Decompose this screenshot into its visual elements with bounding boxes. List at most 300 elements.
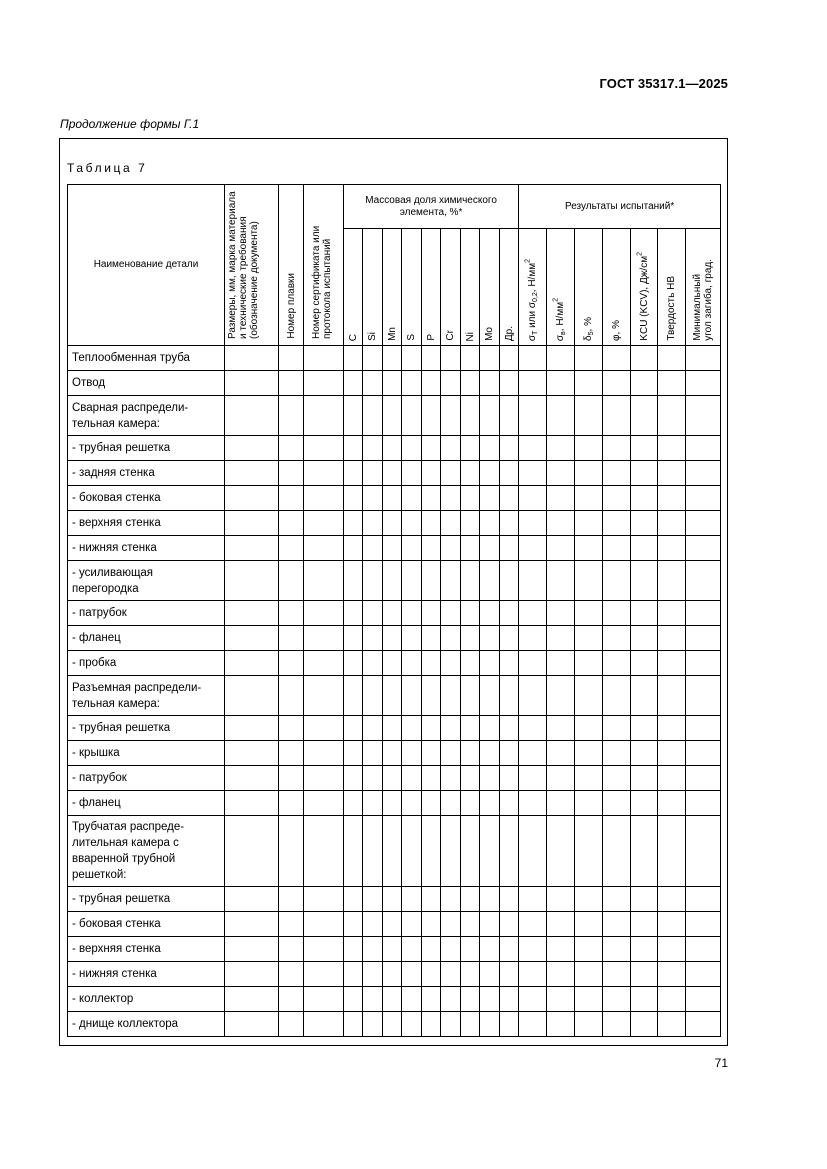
table-cell[interactable] — [519, 536, 547, 561]
table-cell[interactable] — [575, 741, 603, 766]
table-cell[interactable] — [383, 511, 402, 536]
table-cell[interactable] — [383, 816, 402, 887]
table-cell[interactable] — [344, 741, 363, 766]
table-cell[interactable] — [304, 962, 344, 987]
table-cell[interactable] — [500, 601, 519, 626]
table-cell[interactable] — [441, 987, 461, 1012]
table-cell[interactable] — [603, 651, 631, 676]
table-cell[interactable] — [658, 371, 686, 396]
table-cell[interactable] — [383, 937, 402, 962]
table-cell[interactable] — [363, 766, 383, 791]
table-cell[interactable] — [519, 791, 547, 816]
table-cell[interactable] — [631, 346, 658, 371]
table-cell[interactable] — [363, 937, 383, 962]
table-cell[interactable] — [441, 887, 461, 912]
table-cell[interactable] — [279, 651, 304, 676]
table-cell[interactable] — [279, 536, 304, 561]
table-cell[interactable] — [686, 396, 721, 436]
table-cell[interactable] — [461, 1012, 480, 1037]
table-cell[interactable] — [344, 676, 363, 716]
table-cell[interactable] — [461, 486, 480, 511]
table-cell[interactable] — [304, 371, 344, 396]
table-cell[interactable] — [631, 651, 658, 676]
table-cell[interactable] — [575, 436, 603, 461]
table-cell[interactable] — [575, 651, 603, 676]
table-cell[interactable] — [686, 816, 721, 887]
table-cell[interactable] — [363, 346, 383, 371]
table-cell[interactable] — [500, 962, 519, 987]
table-cell[interactable] — [461, 536, 480, 561]
table-cell[interactable] — [441, 962, 461, 987]
table-cell[interactable] — [422, 766, 441, 791]
table-cell[interactable] — [547, 1012, 575, 1037]
table-cell[interactable] — [686, 371, 721, 396]
table-cell[interactable] — [344, 511, 363, 536]
table-cell[interactable] — [383, 791, 402, 816]
table-cell[interactable] — [519, 601, 547, 626]
table-cell[interactable] — [304, 766, 344, 791]
table-cell[interactable] — [519, 511, 547, 536]
table-cell[interactable] — [547, 486, 575, 511]
table-cell[interactable] — [575, 987, 603, 1012]
table-cell[interactable] — [363, 626, 383, 651]
table-cell[interactable] — [658, 987, 686, 1012]
table-cell[interactable] — [363, 436, 383, 461]
table-cell[interactable] — [422, 511, 441, 536]
table-cell[interactable] — [631, 601, 658, 626]
table-cell[interactable] — [547, 962, 575, 987]
table-cell[interactable] — [461, 791, 480, 816]
table-cell[interactable] — [461, 651, 480, 676]
table-cell[interactable] — [686, 716, 721, 741]
table-cell[interactable] — [344, 716, 363, 741]
table-cell[interactable] — [658, 816, 686, 887]
table-cell[interactable] — [225, 716, 279, 741]
table-cell[interactable] — [686, 651, 721, 676]
table-cell[interactable] — [547, 651, 575, 676]
table-cell[interactable] — [383, 676, 402, 716]
table-cell[interactable] — [383, 987, 402, 1012]
table-cell[interactable] — [344, 626, 363, 651]
table-cell[interactable] — [383, 912, 402, 937]
table-cell[interactable] — [422, 791, 441, 816]
table-cell[interactable] — [304, 511, 344, 536]
table-cell[interactable] — [500, 486, 519, 511]
table-cell[interactable] — [363, 791, 383, 816]
table-cell[interactable] — [225, 536, 279, 561]
table-cell[interactable] — [519, 766, 547, 791]
table-cell[interactable] — [304, 987, 344, 1012]
table-cell[interactable] — [603, 601, 631, 626]
table-cell[interactable] — [402, 436, 422, 461]
table-cell[interactable] — [441, 561, 461, 601]
table-cell[interactable] — [686, 511, 721, 536]
table-cell[interactable] — [519, 461, 547, 486]
table-cell[interactable] — [225, 511, 279, 536]
table-cell[interactable] — [575, 536, 603, 561]
table-cell[interactable] — [519, 561, 547, 601]
table-cell[interactable] — [441, 1012, 461, 1037]
table-cell[interactable] — [519, 486, 547, 511]
table-cell[interactable] — [422, 912, 441, 937]
table-cell[interactable] — [225, 887, 279, 912]
table-cell[interactable] — [402, 601, 422, 626]
table-cell[interactable] — [480, 436, 500, 461]
table-cell[interactable] — [631, 511, 658, 536]
table-cell[interactable] — [402, 536, 422, 561]
table-cell[interactable] — [658, 461, 686, 486]
table-cell[interactable] — [461, 626, 480, 651]
table-cell[interactable] — [344, 601, 363, 626]
table-cell[interactable] — [658, 601, 686, 626]
table-cell[interactable] — [603, 486, 631, 511]
table-cell[interactable] — [441, 396, 461, 436]
table-cell[interactable] — [603, 511, 631, 536]
table-cell[interactable] — [441, 601, 461, 626]
table-cell[interactable] — [631, 741, 658, 766]
table-cell[interactable] — [422, 346, 441, 371]
table-cell[interactable] — [304, 436, 344, 461]
table-cell[interactable] — [519, 346, 547, 371]
table-cell[interactable] — [279, 716, 304, 741]
table-cell[interactable] — [658, 436, 686, 461]
table-cell[interactable] — [304, 461, 344, 486]
table-cell[interactable] — [603, 561, 631, 601]
table-cell[interactable] — [631, 987, 658, 1012]
table-cell[interactable] — [480, 396, 500, 436]
table-cell[interactable] — [461, 561, 480, 601]
table-cell[interactable] — [575, 912, 603, 937]
table-cell[interactable] — [461, 962, 480, 987]
table-cell[interactable] — [547, 937, 575, 962]
table-cell[interactable] — [344, 766, 363, 791]
table-cell[interactable] — [304, 536, 344, 561]
table-cell[interactable] — [686, 791, 721, 816]
table-cell[interactable] — [344, 987, 363, 1012]
table-cell[interactable] — [658, 937, 686, 962]
table-cell[interactable] — [603, 766, 631, 791]
table-cell[interactable] — [575, 511, 603, 536]
table-cell[interactable] — [686, 987, 721, 1012]
table-cell[interactable] — [402, 1012, 422, 1037]
table-cell[interactable] — [603, 937, 631, 962]
table-cell[interactable] — [279, 346, 304, 371]
table-cell[interactable] — [603, 716, 631, 741]
table-cell[interactable] — [575, 346, 603, 371]
table-cell[interactable] — [402, 511, 422, 536]
table-cell[interactable] — [658, 346, 686, 371]
table-cell[interactable] — [383, 561, 402, 601]
table-cell[interactable] — [383, 962, 402, 987]
table-cell[interactable] — [575, 766, 603, 791]
table-cell[interactable] — [547, 741, 575, 766]
table-cell[interactable] — [383, 536, 402, 561]
table-cell[interactable] — [575, 626, 603, 651]
table-cell[interactable] — [344, 651, 363, 676]
table-cell[interactable] — [225, 676, 279, 716]
table-cell[interactable] — [344, 396, 363, 436]
table-cell[interactable] — [304, 346, 344, 371]
table-cell[interactable] — [658, 716, 686, 741]
table-cell[interactable] — [402, 461, 422, 486]
table-cell[interactable] — [519, 626, 547, 651]
table-cell[interactable] — [304, 887, 344, 912]
table-cell[interactable] — [422, 962, 441, 987]
table-cell[interactable] — [575, 1012, 603, 1037]
table-cell[interactable] — [480, 676, 500, 716]
table-cell[interactable] — [441, 626, 461, 651]
table-cell[interactable] — [402, 716, 422, 741]
table-cell[interactable] — [461, 766, 480, 791]
table-cell[interactable] — [480, 601, 500, 626]
table-cell[interactable] — [383, 741, 402, 766]
table-cell[interactable] — [519, 741, 547, 766]
table-cell[interactable] — [402, 741, 422, 766]
table-cell[interactable] — [575, 561, 603, 601]
table-cell[interactable] — [279, 601, 304, 626]
table-cell[interactable] — [225, 962, 279, 987]
table-cell[interactable] — [547, 511, 575, 536]
table-cell[interactable] — [631, 962, 658, 987]
table-cell[interactable] — [279, 912, 304, 937]
table-cell[interactable] — [658, 626, 686, 651]
table-cell[interactable] — [344, 791, 363, 816]
table-cell[interactable] — [686, 346, 721, 371]
table-cell[interactable] — [547, 816, 575, 887]
table-cell[interactable] — [344, 436, 363, 461]
table-cell[interactable] — [658, 676, 686, 716]
table-cell[interactable] — [575, 371, 603, 396]
table-cell[interactable] — [603, 962, 631, 987]
table-cell[interactable] — [383, 601, 402, 626]
table-cell[interactable] — [441, 371, 461, 396]
table-cell[interactable] — [500, 511, 519, 536]
table-cell[interactable] — [304, 486, 344, 511]
table-cell[interactable] — [480, 741, 500, 766]
table-cell[interactable] — [225, 461, 279, 486]
table-cell[interactable] — [279, 486, 304, 511]
table-cell[interactable] — [422, 716, 441, 741]
table-cell[interactable] — [422, 436, 441, 461]
table-cell[interactable] — [363, 511, 383, 536]
table-cell[interactable] — [225, 1012, 279, 1037]
table-cell[interactable] — [658, 741, 686, 766]
table-cell[interactable] — [686, 1012, 721, 1037]
table-cell[interactable] — [480, 371, 500, 396]
table-cell[interactable] — [344, 962, 363, 987]
table-cell[interactable] — [344, 461, 363, 486]
table-cell[interactable] — [383, 766, 402, 791]
table-cell[interactable] — [422, 651, 441, 676]
table-cell[interactable] — [686, 766, 721, 791]
table-cell[interactable] — [500, 912, 519, 937]
table-cell[interactable] — [480, 716, 500, 741]
table-cell[interactable] — [603, 346, 631, 371]
table-cell[interactable] — [402, 887, 422, 912]
table-cell[interactable] — [441, 486, 461, 511]
table-cell[interactable] — [500, 816, 519, 887]
table-cell[interactable] — [422, 396, 441, 436]
table-cell[interactable] — [547, 626, 575, 651]
table-cell[interactable] — [500, 396, 519, 436]
table-cell[interactable] — [422, 887, 441, 912]
table-cell[interactable] — [422, 461, 441, 486]
table-cell[interactable] — [344, 887, 363, 912]
table-cell[interactable] — [304, 626, 344, 651]
table-cell[interactable] — [383, 651, 402, 676]
table-cell[interactable] — [500, 887, 519, 912]
table-cell[interactable] — [500, 766, 519, 791]
table-cell[interactable] — [225, 766, 279, 791]
table-cell[interactable] — [225, 561, 279, 601]
table-cell[interactable] — [686, 962, 721, 987]
table-cell[interactable] — [344, 371, 363, 396]
table-cell[interactable] — [575, 887, 603, 912]
table-cell[interactable] — [225, 816, 279, 887]
table-cell[interactable] — [304, 601, 344, 626]
table-cell[interactable] — [547, 561, 575, 601]
table-cell[interactable] — [363, 561, 383, 601]
table-cell[interactable] — [461, 716, 480, 741]
table-cell[interactable] — [686, 536, 721, 561]
table-cell[interactable] — [461, 937, 480, 962]
table-cell[interactable] — [480, 511, 500, 536]
table-cell[interactable] — [658, 791, 686, 816]
table-cell[interactable] — [658, 561, 686, 601]
table-cell[interactable] — [500, 536, 519, 561]
table-cell[interactable] — [225, 626, 279, 651]
table-cell[interactable] — [480, 651, 500, 676]
table-cell[interactable] — [304, 791, 344, 816]
table-cell[interactable] — [547, 346, 575, 371]
table-cell[interactable] — [402, 626, 422, 651]
table-cell[interactable] — [225, 486, 279, 511]
table-cell[interactable] — [304, 651, 344, 676]
table-cell[interactable] — [441, 816, 461, 887]
table-cell[interactable] — [603, 987, 631, 1012]
table-cell[interactable] — [363, 1012, 383, 1037]
table-cell[interactable] — [441, 716, 461, 741]
table-cell[interactable] — [519, 716, 547, 741]
table-cell[interactable] — [575, 486, 603, 511]
table-cell[interactable] — [225, 937, 279, 962]
table-cell[interactable] — [344, 816, 363, 887]
table-cell[interactable] — [480, 486, 500, 511]
table-cell[interactable] — [344, 536, 363, 561]
table-cell[interactable] — [279, 396, 304, 436]
table-cell[interactable] — [363, 651, 383, 676]
table-cell[interactable] — [686, 912, 721, 937]
table-cell[interactable] — [686, 676, 721, 716]
table-cell[interactable] — [402, 912, 422, 937]
table-cell[interactable] — [225, 346, 279, 371]
table-cell[interactable] — [461, 371, 480, 396]
table-cell[interactable] — [658, 912, 686, 937]
table-cell[interactable] — [402, 346, 422, 371]
table-cell[interactable] — [279, 766, 304, 791]
table-cell[interactable] — [279, 741, 304, 766]
table-cell[interactable] — [402, 937, 422, 962]
table-cell[interactable] — [383, 1012, 402, 1037]
table-cell[interactable] — [441, 741, 461, 766]
table-cell[interactable] — [461, 601, 480, 626]
table-cell[interactable] — [279, 962, 304, 987]
table-cell[interactable] — [547, 912, 575, 937]
table-cell[interactable] — [422, 561, 441, 601]
table-cell[interactable] — [631, 396, 658, 436]
table-cell[interactable] — [225, 651, 279, 676]
table-cell[interactable] — [658, 511, 686, 536]
table-cell[interactable] — [480, 461, 500, 486]
table-cell[interactable] — [631, 436, 658, 461]
table-cell[interactable] — [383, 716, 402, 741]
table-cell[interactable] — [441, 791, 461, 816]
table-cell[interactable] — [422, 626, 441, 651]
table-cell[interactable] — [363, 536, 383, 561]
table-cell[interactable] — [686, 436, 721, 461]
table-cell[interactable] — [383, 626, 402, 651]
table-cell[interactable] — [631, 676, 658, 716]
table-cell[interactable] — [441, 536, 461, 561]
table-cell[interactable] — [603, 912, 631, 937]
table-cell[interactable] — [279, 371, 304, 396]
table-cell[interactable] — [519, 396, 547, 436]
table-cell[interactable] — [461, 816, 480, 887]
table-cell[interactable] — [631, 766, 658, 791]
table-cell[interactable] — [480, 626, 500, 651]
table-cell[interactable] — [631, 887, 658, 912]
table-cell[interactable] — [225, 436, 279, 461]
table-cell[interactable] — [519, 816, 547, 887]
table-cell[interactable] — [225, 371, 279, 396]
table-cell[interactable] — [658, 766, 686, 791]
table-cell[interactable] — [363, 912, 383, 937]
table-cell[interactable] — [480, 536, 500, 561]
table-cell[interactable] — [480, 346, 500, 371]
table-cell[interactable] — [225, 741, 279, 766]
table-cell[interactable] — [304, 741, 344, 766]
table-cell[interactable] — [686, 937, 721, 962]
table-cell[interactable] — [575, 716, 603, 741]
table-cell[interactable] — [603, 1012, 631, 1037]
table-cell[interactable] — [480, 561, 500, 601]
table-cell[interactable] — [304, 912, 344, 937]
table-cell[interactable] — [500, 676, 519, 716]
table-cell[interactable] — [279, 436, 304, 461]
table-cell[interactable] — [279, 937, 304, 962]
table-cell[interactable] — [422, 987, 441, 1012]
table-cell[interactable] — [402, 791, 422, 816]
table-cell[interactable] — [519, 436, 547, 461]
table-cell[interactable] — [575, 396, 603, 436]
table-cell[interactable] — [519, 887, 547, 912]
table-cell[interactable] — [279, 626, 304, 651]
table-cell[interactable] — [547, 371, 575, 396]
table-cell[interactable] — [363, 962, 383, 987]
table-cell[interactable] — [402, 676, 422, 716]
table-cell[interactable] — [631, 1012, 658, 1037]
table-cell[interactable] — [344, 912, 363, 937]
table-cell[interactable] — [631, 937, 658, 962]
table-cell[interactable] — [631, 536, 658, 561]
table-cell[interactable] — [603, 461, 631, 486]
table-cell[interactable] — [363, 486, 383, 511]
table-cell[interactable] — [658, 536, 686, 561]
table-cell[interactable] — [631, 716, 658, 741]
table-cell[interactable] — [363, 461, 383, 486]
table-cell[interactable] — [304, 1012, 344, 1037]
table-cell[interactable] — [500, 561, 519, 601]
